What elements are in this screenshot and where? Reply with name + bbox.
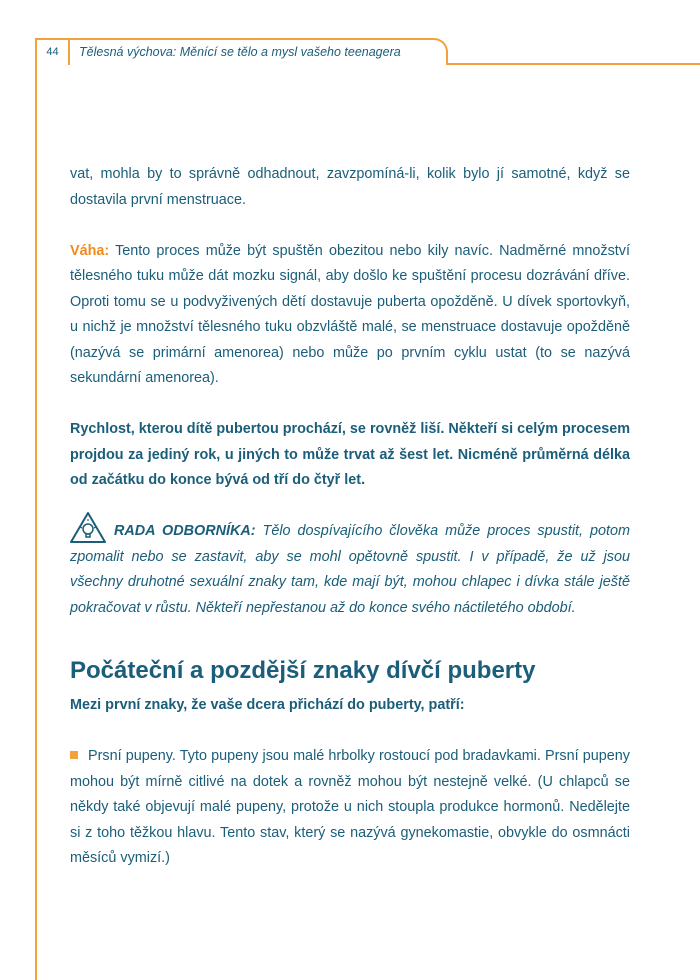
page-number: 44 — [37, 40, 70, 65]
bullet-square-icon — [70, 751, 78, 759]
section-heading: Počáteční a pozdější znaky dívčí puberty — [70, 657, 536, 684]
vaha-label: Váha: — [70, 242, 110, 259]
lightbulb-warning-icon — [69, 511, 107, 545]
expert-tip — [70, 519, 630, 621]
paragraph-continued: vat, mohla by to správně odhadnout, zavzpomíná-li, kolik bylo jí samotné, když se dostavila první menstruace. — [70, 166, 630, 208]
running-title: Tělesná výchova: Měnící se tělo a mysl vašeho teenagera — [79, 45, 401, 59]
tip-label: RADA ODBORNÍKA: — [114, 523, 256, 539]
paragraph-rate: Rychlost, kterou dítě pubertou prochází, se rovněž liší. Někteří si celým procesem projdou za jediný rok, u jiných to může trvat až šest let. Nicméně průměrná délka od začátku do konce bývá od tří do čtyř let. — [70, 421, 630, 488]
paragraph-vaha — [70, 239, 630, 392]
page-content — [70, 162, 630, 872]
section-subheading: Mezi první znaky, že vaše dcera přichází do puberty, patří: — [70, 697, 465, 713]
vaha-text: Tento proces může být spuštěn obezitou nebo kily navíc. Nadměrné množství tělesného tuku může dát mozku signál, aby došlo ke spuštění procesu dozrávání dříve. Oproti tomu se u podvyživených dětí dostavuje puberta opožděně. U dívek sportovkyň, u nichž je množství tělesného tuku obzvláště malé, se menstruace dostavuje opožděně (nazývá se primární amenorea) nebo může po prvním cyklu ustat (to se nazývá sekundární amenorea). — [70, 242, 630, 386]
list-item — [70, 744, 630, 872]
running-header — [35, 38, 448, 65]
page-frame-top-rule — [446, 63, 700, 65]
page-frame-left-rule — [35, 38, 37, 980]
tip-text: Tělo dospívajícího člověka může proces spustit, potom zpomalit nebo se zastavit, aby se mohl opětovně spustit. I v případě, že už jsou všechny druhotné sexuální znaky tam, kde mají být, mohou chlapec i dívka stále ještě pokračovat v růstu. Někteří nepřestanou až do konce svého náctiletého období. — [70, 523, 630, 616]
list-item-text: Prsní pupeny. Tyto pupeny jsou malé hrbolky rostoucí pod bradavkami. Prsní pupeny mohou být mírně citlivé na dotek a rovněž mohou být nestejně velké. (U chlapců se někdy také objevují malé pupeny, protože u nich stoupla produkce hormonů. Nedělejte si z toho těžkou hlavu. Tento stav, který se nazývá gynekomastie, obvykle do osmnácti měsíců vymizí.) — [70, 748, 630, 866]
